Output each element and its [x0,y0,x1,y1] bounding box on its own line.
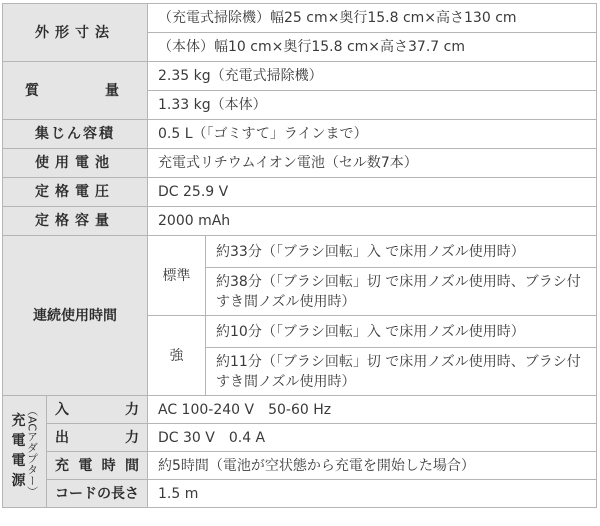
charger-time-label [47,452,148,480]
dimensions-label: 外形寸法 [3,4,148,62]
runtime-row-1 [3,236,597,268]
voltage-row [3,178,597,207]
weight-label-char-2: 量 [105,82,125,99]
dimensions-row-1 [3,4,597,33]
capacity-label: 定格容量 [3,207,148,236]
runtime-mode-standard: 標準 [148,236,206,316]
runtime-standard-entry-1: 約33分（「ブラシ回転」入 で床用ノズル使用時） [206,236,597,268]
charger-label-char-3: 電 [11,453,26,470]
charger-cord-label: コードの長さ [47,480,148,508]
runtime-standard-entry-2: 約38分（「ブラシ回転」切 で床用ノズル使用時、ブラシ付すき間ノズル使用時） [206,268,597,316]
charger-label-char-1: 充 [11,413,26,430]
charger-row-cord [3,480,597,508]
runtime-strong-entry-2: 約11分（「ブラシ回転」切 で床用ノズル使用時、ブラシ付すき間ノズル使用時） [206,348,597,396]
dimensions-value-1: （充電式掃除機）幅25 cm×奥行15.8 cm×高さ130 cm [148,4,597,33]
dust-capacity-label: 集じん容積 [3,120,148,149]
spec-table [2,3,597,508]
charger-output-label-char-2: 力 [125,429,139,446]
capacity-row [3,207,597,236]
charger-output-value: DC 30 V 0.4 A [148,424,597,452]
charger-input-label-char-2: 力 [125,401,139,418]
charger-input-value: AC 100-240 V 50-60 Hz [148,396,597,424]
charger-time-label-char-1: 充 [55,457,69,474]
charger-row-output [3,424,597,452]
charger-label-char-4: 源 [11,473,26,490]
charger-input-label [47,396,148,424]
voltage-value: DC 25.9 V [148,178,597,207]
capacity-value: 2000 mAh [148,207,597,236]
charger-output-label [47,424,148,452]
charger-time-label-char-2: 電 [78,457,93,474]
charger-output-label-char-1: 出 [55,429,69,446]
battery-row [3,149,597,178]
battery-label: 使用電池 [3,149,148,178]
runtime-mode-strong: 強 [148,316,206,396]
charger-cord-value: 1.5 m [148,480,597,508]
dimensions-value-2: （本体）幅10 cm×奥行15.8 cm×高さ37.7 cm [148,33,597,62]
weight-label [3,62,148,120]
charger-time-label-char-4: 間 [124,457,139,474]
charger-row-time [3,452,597,480]
battery-value: 充電式リチウムイオン電池（セル数7本） [148,149,597,178]
dust-capacity-row [3,120,597,149]
charger-time-value: 約5時間（電池が空状態から充電を開始した場合） [148,452,597,480]
adapter-label: （ACアダプター） [25,405,39,498]
runtime-strong-entry-1: 約10分（「ブラシ回転」入 で床用ノズル使用時） [206,316,597,348]
weight-value-1: 2.35 kg（充電式掃除機） [148,62,597,91]
charger-input-label-char-1: 入 [55,401,69,418]
dust-capacity-value: 0.5 L（「ゴミすて」ラインまで） [148,120,597,149]
weight-label-char-1: 質 [25,82,45,99]
charger-label-char-2: 電 [11,433,26,450]
charger-label [3,396,47,508]
weight-row-1 [3,62,597,91]
weight-value-2: 1.33 kg（本体） [148,91,597,120]
charger-time-label-char-3: 時 [101,457,116,474]
voltage-label: 定格電圧 [3,178,148,207]
charger-row-input [3,396,597,424]
runtime-label: 連続使用時間 [3,236,148,396]
